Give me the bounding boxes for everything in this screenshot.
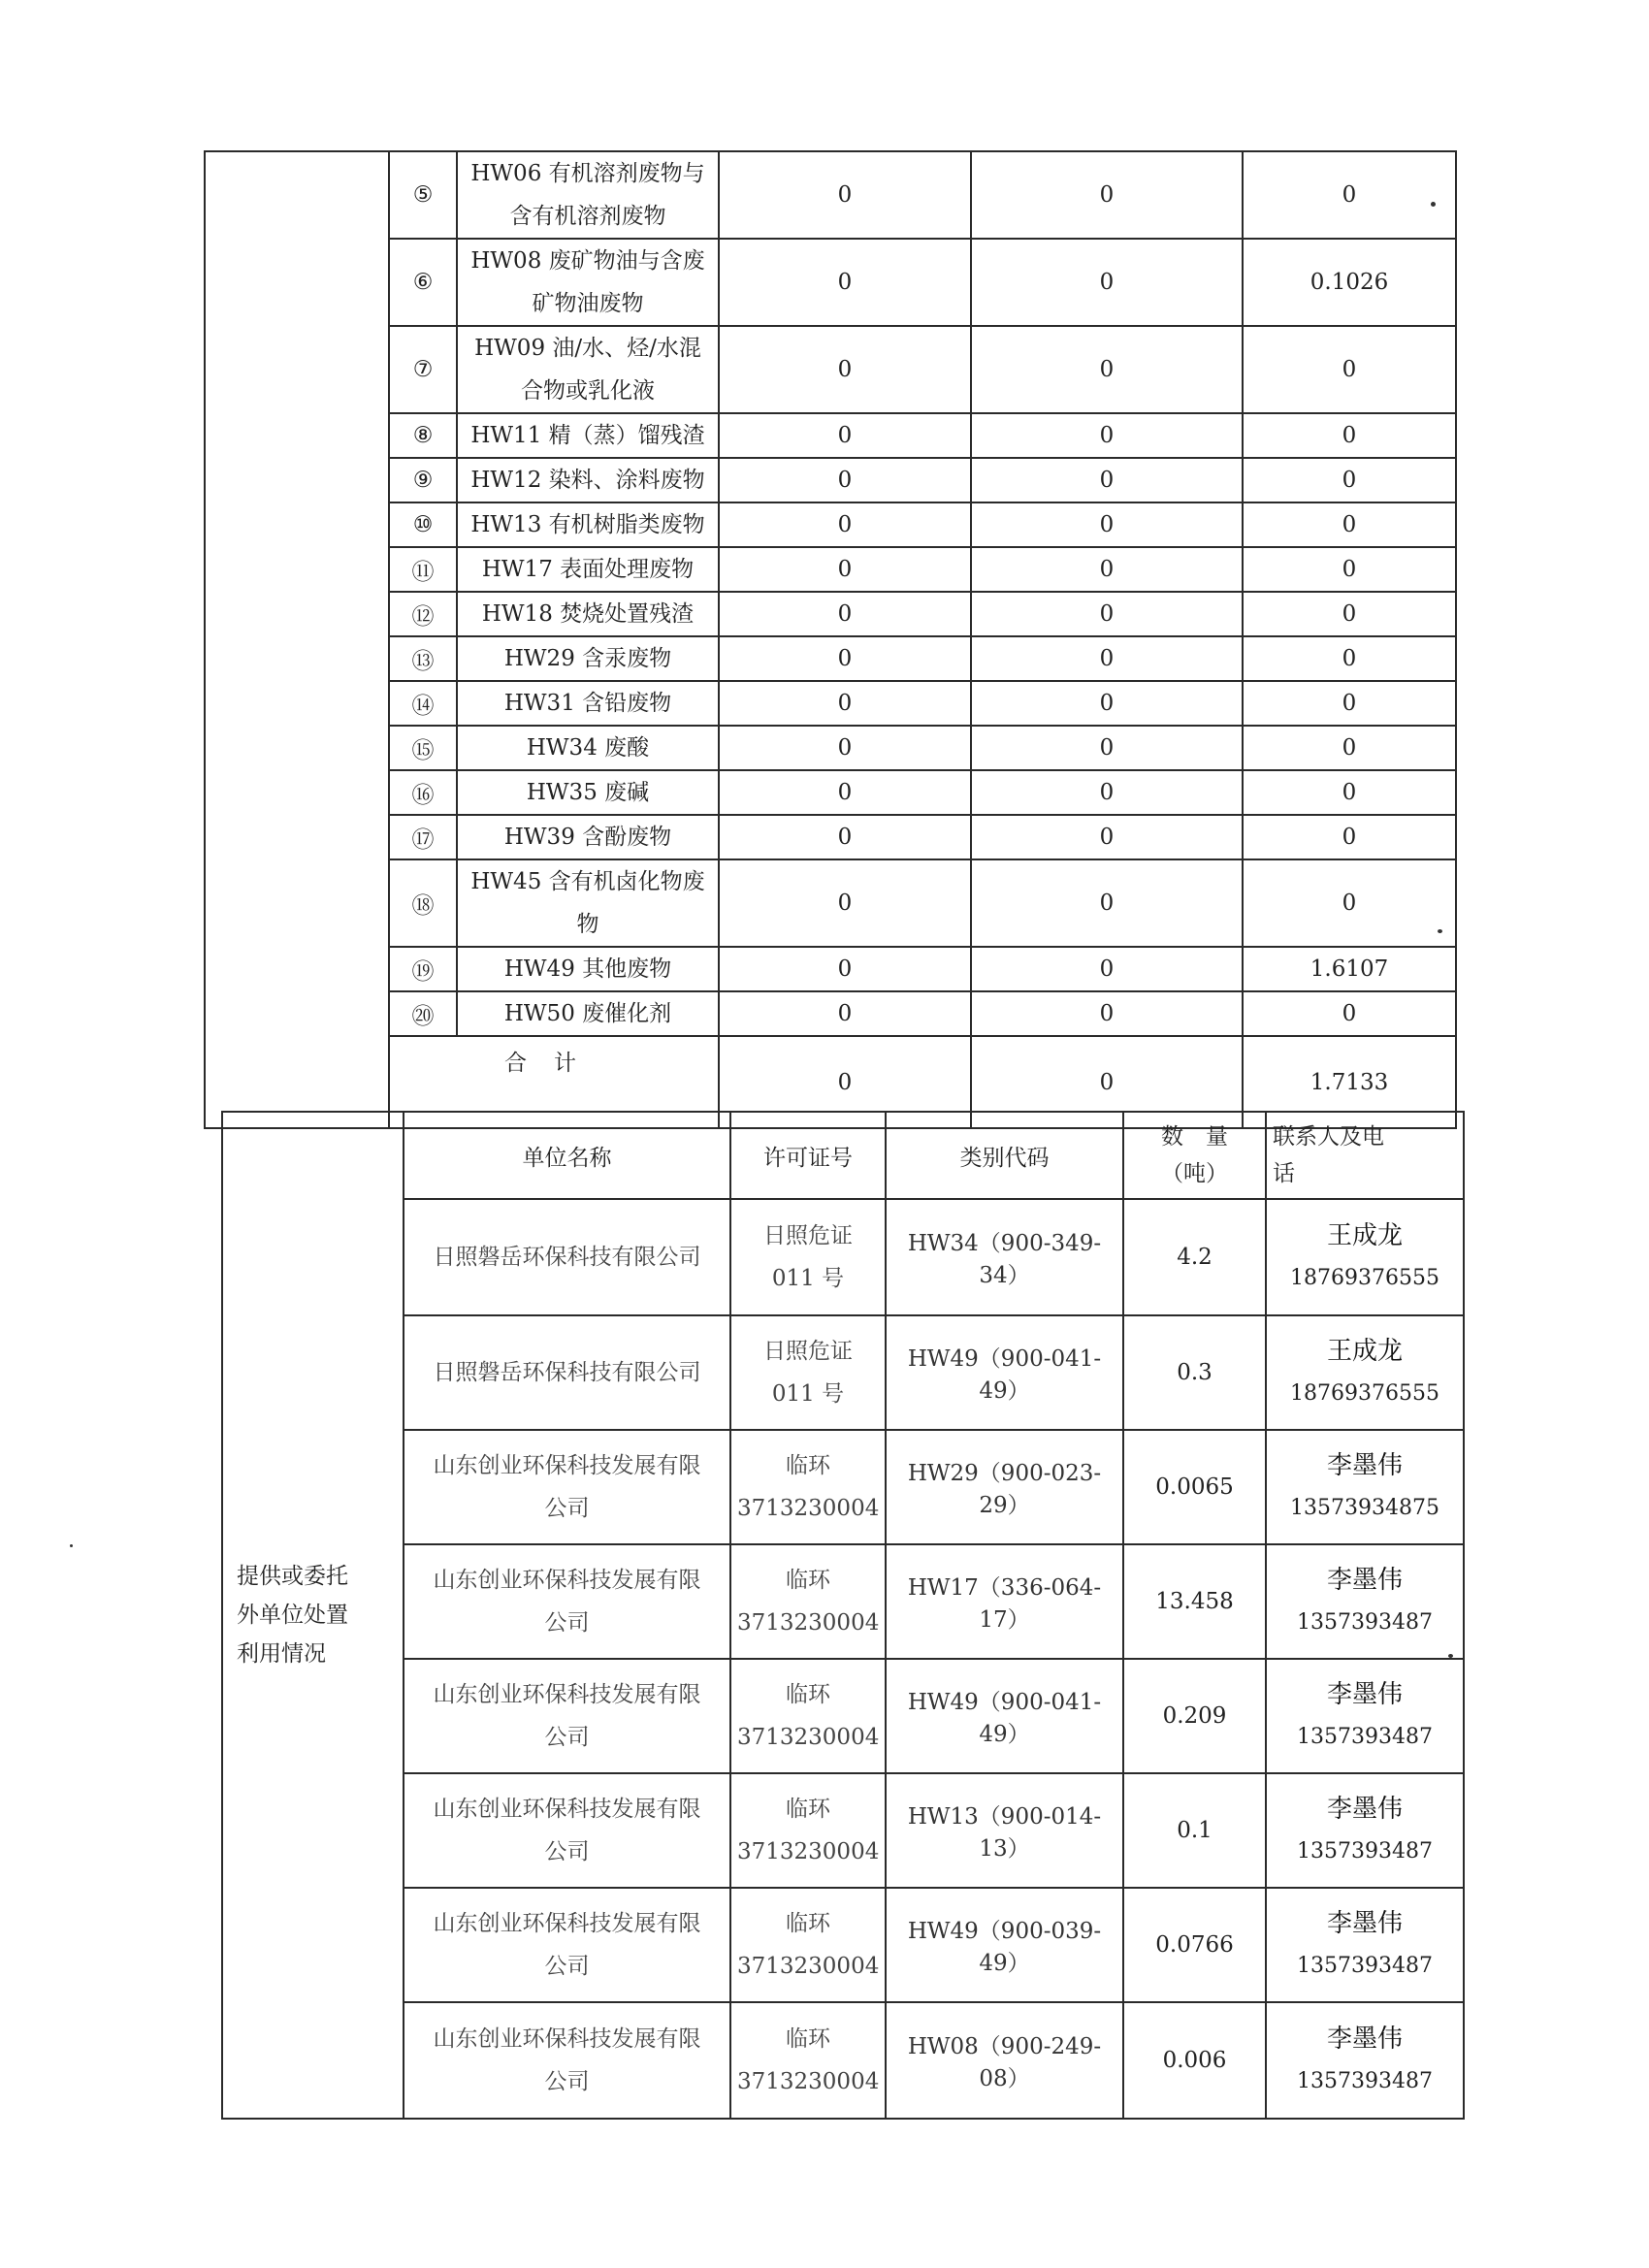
waste-name: HW09 油/水、烃/水混 合物或乳化液	[457, 326, 719, 413]
waste-name: HW50 废催化剂	[457, 991, 719, 1036]
quantity: 0.0766	[1123, 1888, 1266, 2002]
value-col2: 0	[971, 239, 1243, 326]
scan-speck	[1438, 929, 1442, 933]
disposal-row	[222, 2002, 1464, 2119]
value-col2: 0	[971, 991, 1243, 1036]
value-col2: 0	[971, 681, 1243, 726]
disposal-side-label: 提供或委托 外单位处置 利用情况	[222, 1112, 404, 2119]
unit-name: 山东创业环保科技发展有限 公司	[404, 1888, 730, 2002]
value-col3: 0.1026	[1243, 239, 1456, 326]
waste-name: HW08 废矿物油与含废 矿物油废物	[457, 239, 719, 326]
value-col3: 0	[1243, 815, 1456, 859]
header-quantity: 数 量 （吨）	[1123, 1112, 1266, 1199]
left-empty-cell	[205, 151, 389, 1128]
disposal-row	[222, 1315, 1464, 1430]
value-col1: 0	[719, 413, 971, 458]
waste-name: HW34 废酸	[457, 726, 719, 770]
header-category-code: 类别代码	[886, 1112, 1123, 1199]
value-col2: 0	[971, 547, 1243, 592]
waste-name: HW06 有机溶剂废物与 含有机溶剂废物	[457, 151, 719, 239]
waste-row	[205, 815, 1456, 859]
value-col3: 0	[1243, 636, 1456, 681]
row-number: ⑯	[389, 770, 457, 815]
waste-name: HW29 含汞废物	[457, 636, 719, 681]
category-code: HW49（900-039-49）	[886, 1888, 1123, 2002]
value-col3: 0	[1243, 326, 1456, 413]
license-number: 临环 3713230004	[730, 1888, 886, 2002]
disposal-row	[222, 1430, 1464, 1544]
row-number: ⑦	[389, 326, 457, 413]
waste-row	[205, 458, 1456, 502]
waste-row	[205, 151, 1456, 239]
disposal-row	[222, 1773, 1464, 1888]
waste-row	[205, 726, 1456, 770]
waste-row	[205, 636, 1456, 681]
waste-name: HW39 含酚废物	[457, 815, 719, 859]
contact: 李墨伟 1357393487	[1266, 1888, 1464, 2002]
value-col3: 0	[1243, 726, 1456, 770]
category-code: HW49（900-041-49）	[886, 1315, 1123, 1430]
value-col2: 0	[971, 726, 1243, 770]
waste-name: HW49 其他废物	[457, 947, 719, 991]
category-code: HW49（900-041-49）	[886, 1659, 1123, 1773]
waste-name: HW13 有机树脂类废物	[457, 502, 719, 547]
value-col3: 0	[1243, 547, 1456, 592]
value-col1: 0	[719, 681, 971, 726]
quantity: 13.458	[1123, 1544, 1266, 1659]
contact: 李墨伟 1357393487	[1266, 2002, 1464, 2119]
unit-name: 山东创业环保科技发展有限 公司	[404, 2002, 730, 2119]
value-col3: 0	[1243, 991, 1456, 1036]
value-col1: 0	[719, 770, 971, 815]
value-col1: 0	[719, 726, 971, 770]
value-col1: 0	[719, 458, 971, 502]
waste-name: HW18 焚烧处置残渣	[457, 592, 719, 636]
value-col3: 0	[1243, 770, 1456, 815]
quantity: 0.1	[1123, 1773, 1266, 1888]
value-col1: 0	[719, 326, 971, 413]
contact: 李墨伟 1357393487	[1266, 1659, 1464, 1773]
value-col2: 0	[971, 502, 1243, 547]
unit-name: 日照磐岳环保科技有限公司	[404, 1315, 730, 1430]
contact: 李墨伟 1357393487	[1266, 1544, 1464, 1659]
disposal-header-row	[222, 1112, 1464, 1199]
value-col2: 0	[971, 859, 1243, 947]
unit-name: 山东创业环保科技发展有限 公司	[404, 1544, 730, 1659]
row-number: ⑲	[389, 947, 457, 991]
value-col2: 0	[971, 636, 1243, 681]
value-col2: 0	[971, 413, 1243, 458]
waste-row	[205, 547, 1456, 592]
row-number: ⑰	[389, 815, 457, 859]
value-col1: 0	[719, 592, 971, 636]
waste-row	[205, 326, 1456, 413]
quantity: 4.2	[1123, 1199, 1266, 1315]
waste-row	[205, 991, 1456, 1036]
license-number: 临环 3713230004	[730, 2002, 886, 2119]
quantity: 0.006	[1123, 2002, 1266, 2119]
value-col3: 0	[1243, 859, 1456, 947]
row-number: ⑩	[389, 502, 457, 547]
value-col3: 0	[1243, 502, 1456, 547]
value-col1: 0	[719, 859, 971, 947]
value-col2: 0	[971, 947, 1243, 991]
value-col1: 0	[719, 991, 971, 1036]
row-number: ⑨	[389, 458, 457, 502]
total-label: 合计	[389, 1036, 719, 1128]
row-number: ⑥	[389, 239, 457, 326]
waste-name: HW11 精（蒸）馏残渣	[457, 413, 719, 458]
unit-name: 山东创业环保科技发展有限 公司	[404, 1430, 730, 1544]
value-col1: 0	[719, 547, 971, 592]
category-code: HW29（900-023-29）	[886, 1430, 1123, 1544]
scan-speck	[70, 1544, 73, 1547]
value-col2: 0	[971, 326, 1243, 413]
value-col3: 0	[1243, 458, 1456, 502]
license-number: 临环 3713230004	[730, 1544, 886, 1659]
quantity: 0.209	[1123, 1659, 1266, 1773]
unit-name: 日照磐岳环保科技有限公司	[404, 1199, 730, 1315]
total-col2: 0	[971, 1036, 1243, 1128]
row-number: ⑮	[389, 726, 457, 770]
total-col1: 0	[719, 1036, 971, 1128]
header-contact: 联系人及电 话	[1266, 1112, 1464, 1199]
quantity: 0.3	[1123, 1315, 1266, 1430]
unit-name: 山东创业环保科技发展有限 公司	[404, 1773, 730, 1888]
row-number: ⑫	[389, 592, 457, 636]
value-col3: 1.6107	[1243, 947, 1456, 991]
license-number: 日照危证 011 号	[730, 1315, 886, 1430]
waste-name: HW12 染料、涂料废物	[457, 458, 719, 502]
value-col3: 0	[1243, 681, 1456, 726]
contact: 王成龙 18769376555	[1266, 1315, 1464, 1430]
contact: 王成龙 18769376555	[1266, 1199, 1464, 1315]
waste-row	[205, 592, 1456, 636]
total-col3: 1.7133	[1243, 1036, 1456, 1128]
disposal-row	[222, 1659, 1464, 1773]
value-col2: 0	[971, 770, 1243, 815]
category-code: HW13（900-014-13）	[886, 1773, 1123, 1888]
value-col2: 0	[971, 151, 1243, 239]
contact: 李墨伟 1357393487	[1266, 1773, 1464, 1888]
value-col3: 0	[1243, 151, 1456, 239]
row-number: ⑪	[389, 547, 457, 592]
value-col3: 0	[1243, 592, 1456, 636]
header-unit-name: 单位名称	[404, 1112, 730, 1199]
row-number: ⑧	[389, 413, 457, 458]
header-license: 许可证号	[730, 1112, 886, 1199]
value-col2: 0	[971, 458, 1243, 502]
value-col3: 0	[1243, 413, 1456, 458]
value-col1: 0	[719, 239, 971, 326]
quantity: 0.0065	[1123, 1430, 1266, 1544]
waste-row	[205, 947, 1456, 991]
license-number: 临环 3713230004	[730, 1773, 886, 1888]
waste-name: HW17 表面处理废物	[457, 547, 719, 592]
contact: 李墨伟 13573934875	[1266, 1430, 1464, 1544]
waste-category-table	[204, 150, 1457, 1129]
disposal-table	[221, 1111, 1465, 2120]
value-col1: 0	[719, 636, 971, 681]
waste-row	[205, 239, 1456, 326]
row-number: ⑬	[389, 636, 457, 681]
waste-name: HW31 含铅废物	[457, 681, 719, 726]
category-code: HW08（900-249-08）	[886, 2002, 1123, 2119]
value-col1: 0	[719, 151, 971, 239]
value-col2: 0	[971, 592, 1243, 636]
row-number: ⑤	[389, 151, 457, 239]
row-number: ⑭	[389, 681, 457, 726]
disposal-row	[222, 1199, 1464, 1315]
category-code: HW34（900-349-34）	[886, 1199, 1123, 1315]
value-col1: 0	[719, 502, 971, 547]
waste-row	[205, 502, 1456, 547]
row-number: ⑱	[389, 859, 457, 947]
license-number: 临环 3713230004	[730, 1430, 886, 1544]
disposal-row	[222, 1888, 1464, 2002]
license-number: 临环 3713230004	[730, 1659, 886, 1773]
waste-row	[205, 413, 1456, 458]
scan-speck	[1448, 1654, 1453, 1658]
category-code: HW17（336-064-17）	[886, 1544, 1123, 1659]
license-number: 日照危证 011 号	[730, 1199, 886, 1315]
value-col1: 0	[719, 815, 971, 859]
waste-row	[205, 770, 1456, 815]
waste-row	[205, 681, 1456, 726]
waste-row	[205, 859, 1456, 947]
value-col2: 0	[971, 815, 1243, 859]
unit-name: 山东创业环保科技发展有限 公司	[404, 1659, 730, 1773]
value-col1: 0	[719, 947, 971, 991]
waste-name: HW45 含有机卤化物废 物	[457, 859, 719, 947]
row-number: ⑳	[389, 991, 457, 1036]
waste-name: HW35 废碱	[457, 770, 719, 815]
scan-speck	[1431, 202, 1436, 207]
disposal-row	[222, 1544, 1464, 1659]
